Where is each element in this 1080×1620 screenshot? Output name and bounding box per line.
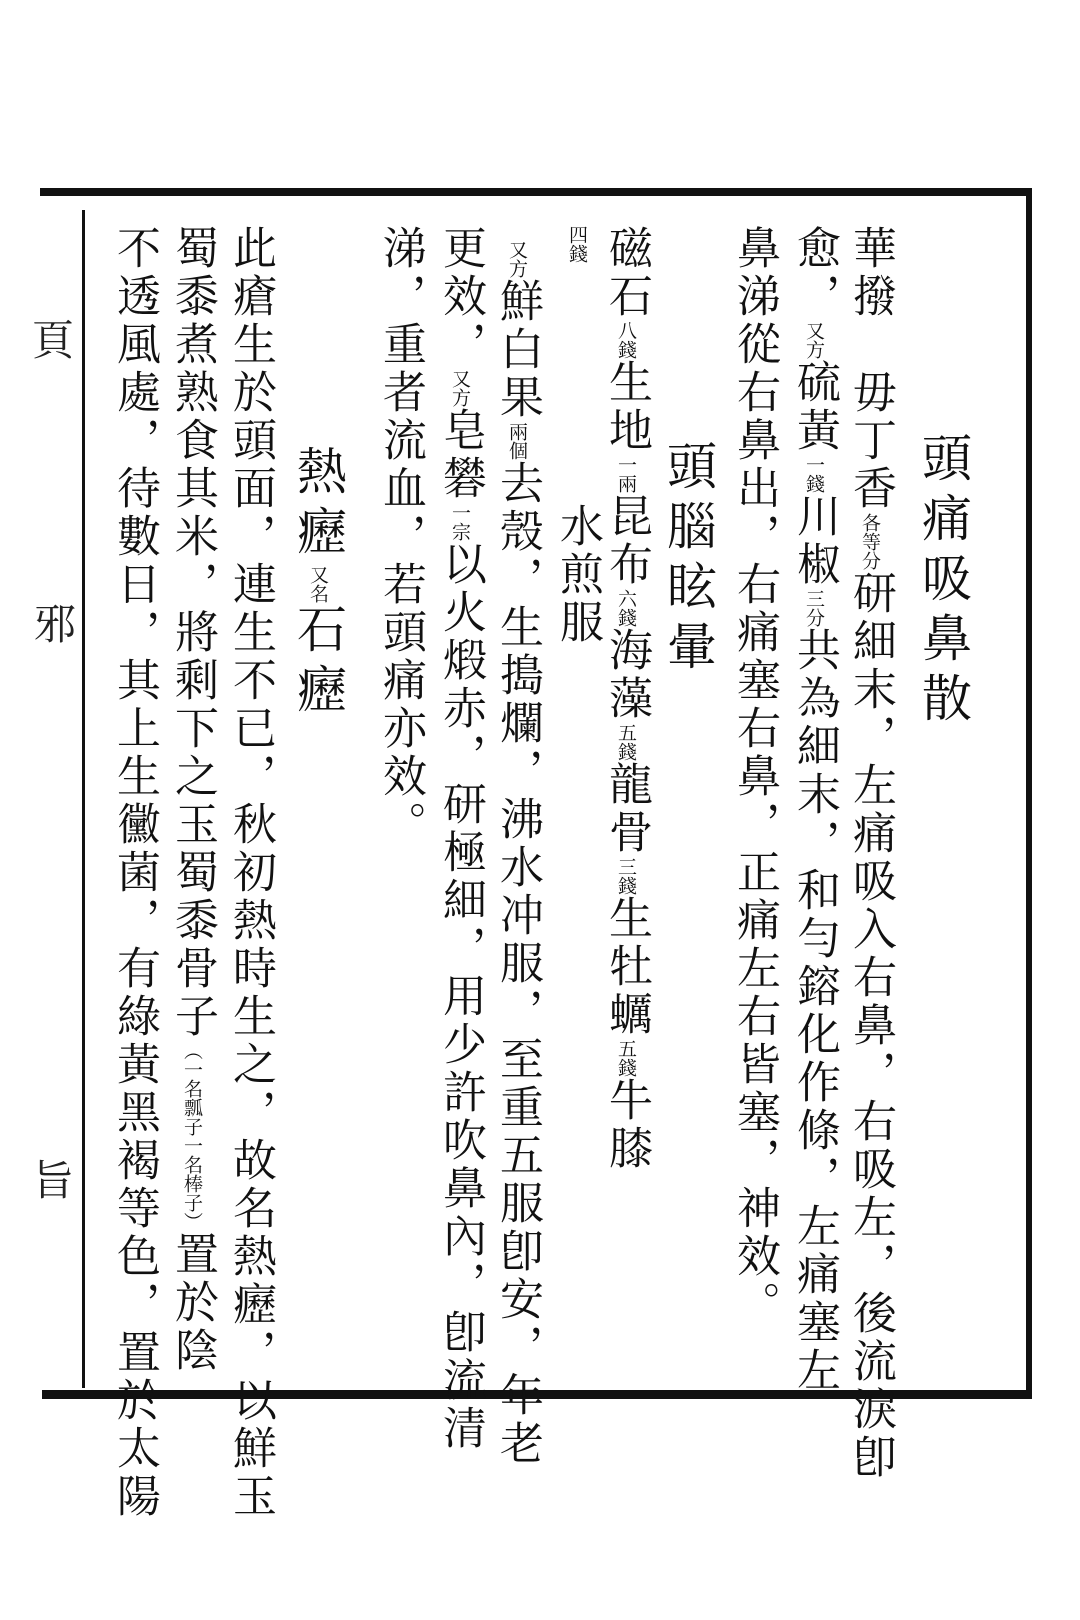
body-text: 磁石 — [601, 225, 652, 321]
text-column-4 — [729, 225, 780, 1329]
annotation-text: 又方 — [803, 321, 825, 359]
margin-char-top: 頁 — [26, 318, 75, 360]
text-column-8 — [492, 240, 543, 1468]
annotation-text: 一錢 — [803, 455, 825, 493]
text-column-3 — [789, 225, 840, 1395]
body-text: 頭腦眩暈 — [659, 380, 717, 680]
margin-char-mid: 邪 — [28, 602, 77, 644]
annotation-text: 又方 — [506, 240, 528, 278]
annotation-text: 三錢 — [615, 857, 637, 895]
page-frame-left — [82, 210, 85, 1388]
body-text: 石癧 — [289, 603, 347, 723]
page-frame-right — [1026, 188, 1032, 1399]
annotation-text: （一名瓢子一名棒子） — [181, 1041, 203, 1231]
body-text: 研細末，左痛吸入右鼻，右吸左，後流淚卽 — [845, 570, 896, 1482]
margin-char-bottom: 旨 — [26, 1158, 75, 1200]
annotation-text: 八錢 — [615, 321, 637, 359]
annotation-text: 四錢 — [566, 225, 588, 263]
body-text: 鮮白果 — [492, 278, 543, 422]
annotation-text: 五錢 — [615, 1039, 637, 1077]
body-text: 生牡蠣 — [601, 895, 652, 1039]
body-text: 硫黃 — [789, 359, 840, 455]
text-column-12 — [225, 225, 276, 1521]
text-column-10 — [375, 225, 426, 849]
body-text: 水煎服 — [552, 263, 603, 647]
heading-rechuang — [289, 445, 347, 723]
heading-touhong-xibisan — [914, 432, 972, 732]
body-text: 海藻 — [601, 627, 652, 723]
annotation-text: 又名 — [307, 565, 329, 603]
body-text: 蜀黍煮熟食其米，將剩下之玉蜀黍骨子 — [167, 225, 218, 1041]
body-text: 置於陰 — [167, 1231, 218, 1375]
body-text: 更效， — [435, 225, 486, 369]
body-text: 熱癧 — [289, 445, 347, 565]
body-text: 涕，重者流血，若頭痛亦效。 — [375, 225, 426, 849]
body-text: 華撥 毋丁香 — [845, 225, 896, 513]
annotation-text: 一宗 — [449, 503, 471, 541]
body-text: 去殼，生搗爛，沸水冲服，至重五服卽安，年老 — [492, 460, 543, 1468]
body-text: 皂礬 — [435, 407, 486, 503]
body-text: 生地 — [601, 359, 652, 455]
body-text: 牛膝 — [601, 1077, 652, 1173]
body-text: 鼻涕從右鼻出，右痛塞右鼻，正痛左右皆塞，神效。 — [729, 225, 780, 1329]
text-column-7 — [552, 225, 603, 647]
body-text: 川椒 — [789, 493, 840, 589]
text-column-13 — [167, 225, 218, 1375]
annotation-text: 又方 — [449, 369, 471, 407]
body-text: 以火煅赤，研極細，用少許吹鼻內，卽流清 — [435, 541, 486, 1453]
body-text: 龍骨 — [601, 761, 652, 857]
annotation-text: 一兩 — [615, 455, 637, 493]
body-text: 此瘡生於頭面，連生不已，秋初熱時生之，故名熱癧，以鮮玉 — [225, 225, 276, 1521]
body-text: 不透風處，待數日，其上生黴菌，有綠黃黑褐等色，置於太陽 — [109, 225, 160, 1521]
body-text: 共為細末，和勻鎔化作條，左痛塞左 — [789, 627, 840, 1395]
annotation-text: 六錢 — [615, 589, 637, 627]
text-column-9 — [435, 225, 486, 1453]
text-column-2 — [845, 225, 896, 1482]
annotation-text: 兩個 — [506, 422, 528, 460]
annotation-text: 各等分 — [859, 513, 881, 570]
annotation-text: 五錢 — [615, 723, 637, 761]
page-frame-top — [40, 188, 1030, 196]
body-text: 愈， — [789, 225, 840, 321]
text-column-6 — [601, 225, 652, 1173]
body-text: 頭痛吸鼻散 — [914, 432, 972, 732]
text-column-14 — [109, 225, 160, 1521]
annotation-text: 三分 — [803, 589, 825, 627]
body-text: 昆布 — [601, 493, 652, 589]
heading-tounao-xuanyun — [659, 380, 717, 680]
